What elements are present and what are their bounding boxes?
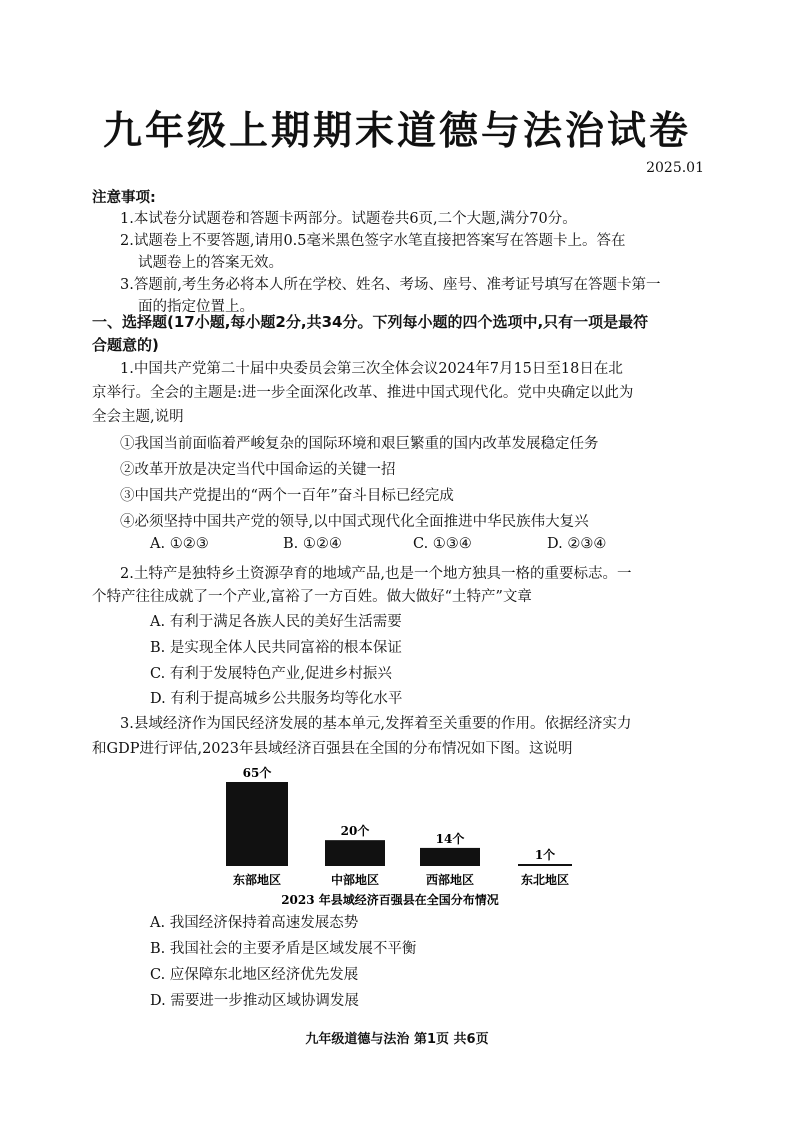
county-distribution-chart (200, 760, 600, 910)
bar-value-label-1: 65个 (242, 766, 272, 780)
q3-option-a: A. 我国经济保持着高速发展态势 (150, 915, 359, 931)
notice-line-3: 试题卷上的答案无效。 (138, 255, 283, 271)
notice-heading: 注意事项: (92, 190, 156, 206)
q2-stem-line-2: 个特产往往成就了一个产业,富裕了一方百姓。做大做好“土特产”文章 (92, 589, 532, 605)
category-label-2: 中部地区 (330, 873, 380, 887)
notice-line-2: 2.试题卷上不要答题,请用0.5毫米黑色签字水笔直接把答案写在答题卡上。答在 (120, 233, 626, 249)
q1-stem-line-3: 全会主题,说明 (92, 409, 184, 425)
q3-stem-line-1: 3.县域经济作为国民经济发展的基本单元,发挥着至关重要的作用。依据经济实力 (120, 716, 632, 732)
q1-statement-2: ②改革开放是决定当代中国命运的关键一招 (120, 462, 396, 478)
page-title: 九年级上期期末道德与法治试卷 (102, 109, 691, 154)
exam-date: 2025.01 (646, 160, 704, 176)
q2-option-a: A. 有利于满足各族人民的美好生活需要 (150, 614, 402, 630)
q3-option-b: B. 我国社会的主要矛盾是区域发展不平衡 (150, 941, 417, 957)
category-label-1: 东部地区 (232, 873, 282, 887)
bar-4 (518, 864, 572, 866)
q2-option-b: B. 是实现全体人民共同富裕的根本保证 (150, 640, 402, 656)
notice-line-5: 面的指定位置上。 (138, 299, 254, 315)
section-heading-line-2: 合题意的) (92, 336, 159, 354)
section-heading-line-1: 一、选择题(17小题,每小题2分,共34分。下列每小题的四个选项中,只有一项是最符 (92, 313, 649, 331)
q2-stem-line-1: 2.土特产是独特乡土资源孕育的地域产品,也是一个地方独具一格的重要标志。一 (120, 566, 632, 582)
q3-option-d: D. 需要进一步推动区域协调发展 (150, 993, 359, 1009)
q2-option-d: D. 有利于提高城乡公共服务均等化水平 (150, 691, 403, 707)
q2-option-c: C. 有利于发展特色产业,促进乡村振兴 (150, 666, 392, 682)
q3-stem-line-2: 和GDP进行评估,2023年县域经济百强县在全国的分布情况如下图。这说明 (92, 741, 573, 757)
bar-value-label-4: 1个 (534, 848, 556, 862)
category-label-4: 东北地区 (520, 873, 570, 887)
q1-option-c: C. ①③④ (413, 536, 472, 552)
bar-1 (226, 782, 288, 866)
bar-2 (325, 840, 385, 866)
chart-title: 2023 年县域经济百强县在全国分布情况 (281, 893, 499, 907)
q3-option-c: C. 应保障东北地区经济优先发展 (150, 967, 359, 983)
q1-option-a: A. ①②③ (150, 536, 209, 552)
notice-line-1: 1.本试卷分试题卷和答题卡两部分。试题卷共6页,二个大题,满分70分。 (120, 211, 577, 227)
category-label-3: 西部地区 (425, 873, 475, 887)
q1-stem-line-1: 1.中国共产党第二十届中央委员会第三次全体会议2024年7月15日至18日在北 (120, 361, 623, 377)
bar-3 (420, 848, 480, 866)
q1-option-d: D. ②③④ (547, 536, 607, 552)
q1-statement-3: ③中国共产党提出的“两个一百年”奋斗目标已经完成 (120, 488, 454, 504)
page-footer: 九年级道德与法治 第1页 共6页 (305, 1032, 489, 1047)
q1-statement-1: ①我国当前面临着严峻复杂的国际环境和艰巨繁重的国内改革发展稳定任务 (120, 436, 599, 452)
bar-value-label-2: 20个 (340, 824, 370, 839)
q1-statement-4: ④必须坚持中国共产党的领导,以中国式现代化全面推进中华民族伟大复兴 (120, 514, 589, 530)
q1-option-b: B. ①②④ (283, 536, 342, 552)
bar-value-label-3: 14个 (435, 831, 465, 846)
q1-stem-line-2: 京举行。全会的主题是:进一步全面深化改革、推进中国式现代化。党中央确定以此为 (92, 385, 634, 401)
notice-line-4: 3.答题前,考生务必将本人所在学校、姓名、考场、座号、准考证号填写在答题卡第一 (120, 277, 661, 293)
